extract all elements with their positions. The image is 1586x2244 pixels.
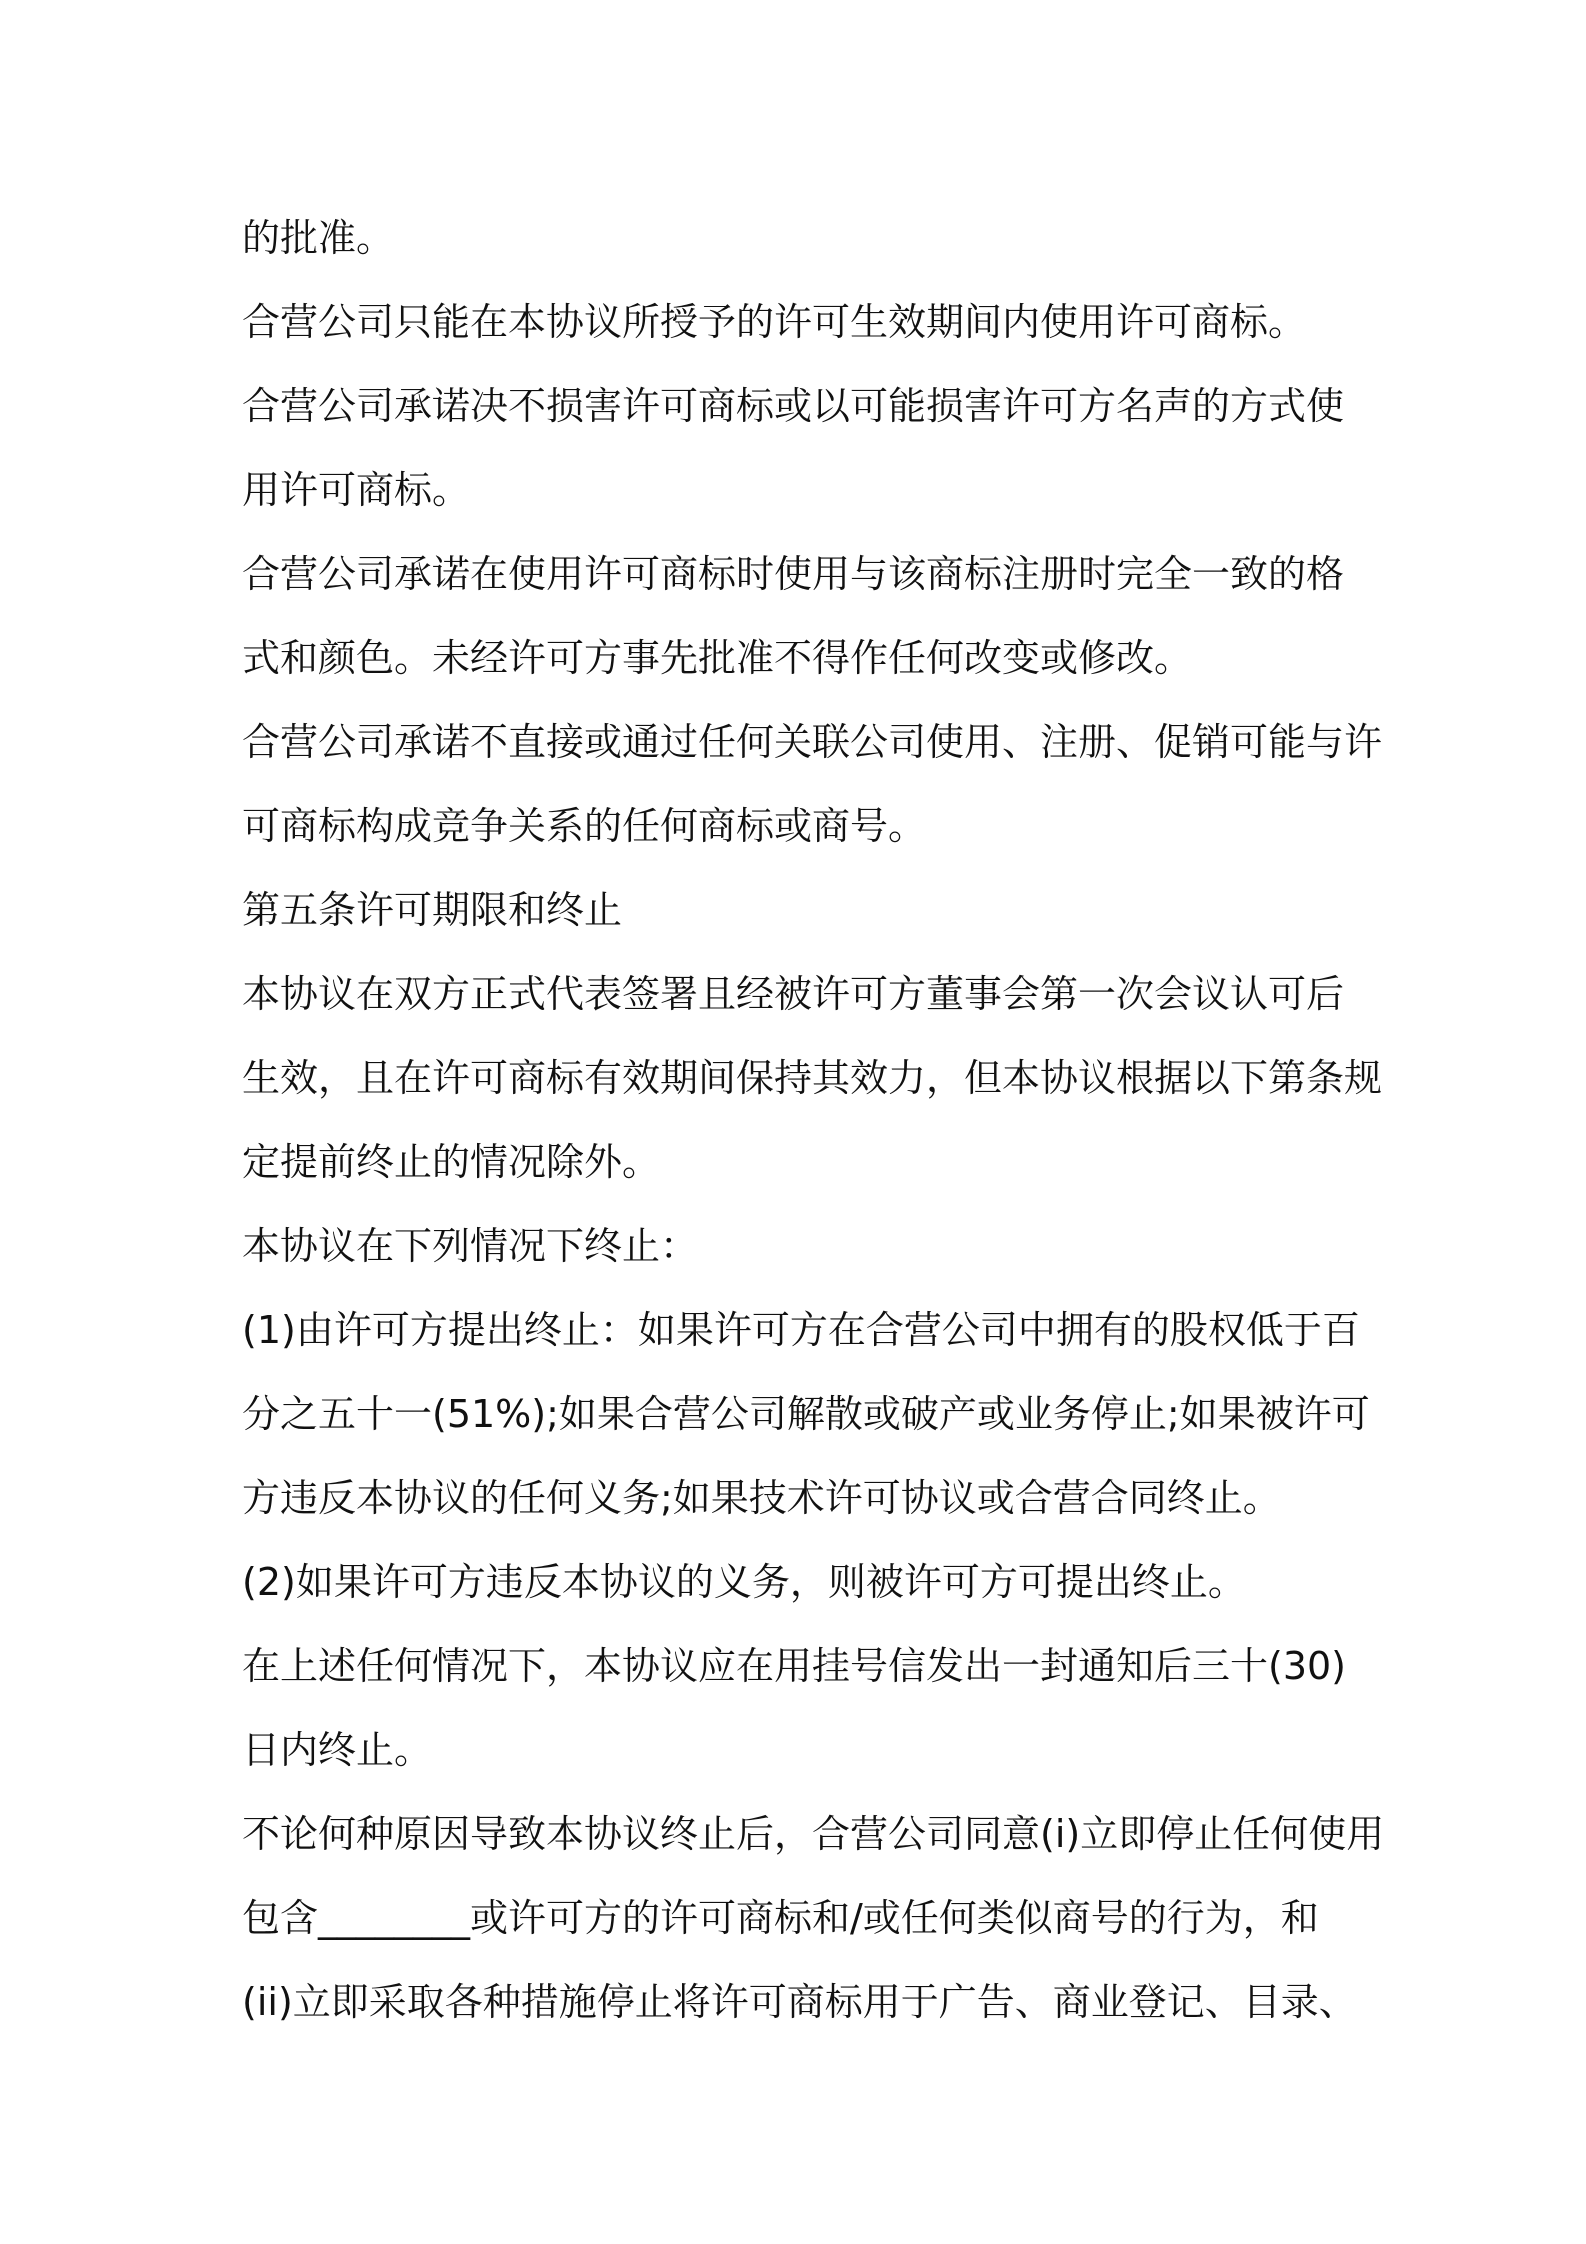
text-line: 合营公司承诺不直接或通过任何关联公司使用、注册、促销可能与许: [242, 720, 1383, 764]
document-body: [242, 196, 1385, 2044]
text-line: 本协议在下列情况下终止：: [242, 1224, 699, 1268]
text-line: 方违反本协议的任何义务;如果技术许可协议或合营合同终止。: [242, 1476, 1281, 1520]
text-line: (1)由许可方提出终止：如果许可方在合营公司中拥有的股权低于百: [242, 1308, 1360, 1352]
text-line: 合营公司只能在本协议所授予的许可生效期间内使用许可商标。: [242, 300, 1307, 344]
text-line: 用许可商标。: [242, 468, 471, 512]
text-line: 可商标构成竞争关系的任何商标或商号。: [242, 804, 927, 848]
text-line: 生效，且在许可商标有效期间保持其效力，但本协议根据以下第条规: [242, 1056, 1383, 1100]
section-heading: 第五条许可期限和终止: [242, 888, 623, 932]
text-line: (2)如果许可方违反本协议的义务，则被许可方可提出终止。: [242, 1560, 1246, 1604]
text-line: 的批准。: [242, 216, 395, 260]
text-line: 式和颜色。未经许可方事先批准不得作任何改变或修改。: [242, 636, 1193, 680]
text-line: 合营公司承诺在使用许可商标时使用与该商标注册时完全一致的格: [242, 552, 1345, 596]
text-line: 本协议在双方正式代表签署且经被许可方董事会第一次会议认可后: [242, 972, 1345, 1016]
text-line: 合营公司承诺决不损害许可商标或以可能损害许可方名声的方式使: [242, 384, 1345, 428]
text-line: 定提前终止的情况除外。: [242, 1140, 661, 1184]
text-line: 不论何种原因导致本协议终止后，合营公司同意(i)立即停止任何使用: [242, 1812, 1385, 1856]
text-line: 包含________或许可方的许可商标和/或任何类似商号的行为，和: [242, 1896, 1319, 1940]
text-line: 在上述任何情况下，本协议应在用挂号信发出一封通知后三十(30): [242, 1644, 1347, 1688]
text-line: 分之五十一(51%);如果合营公司解散或破产或业务停止;如果被许可: [242, 1392, 1370, 1436]
text-line: (ii)立即采取各种措施停止将许可商标用于广告、商业登记、目录、: [242, 1980, 1357, 2024]
text-line: 日内终止。: [242, 1728, 433, 1772]
